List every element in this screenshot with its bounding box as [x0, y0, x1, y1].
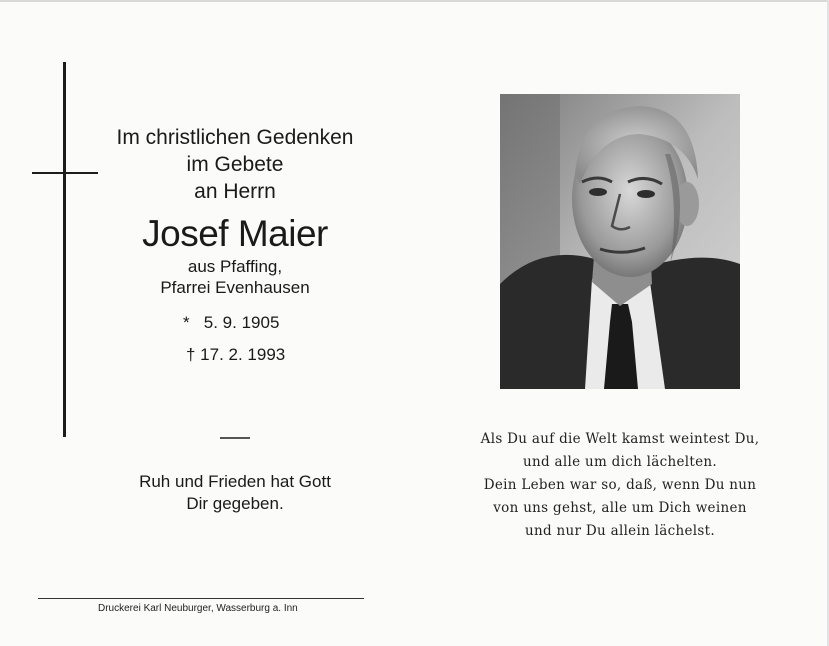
quote-line-2: Dir gegeben.: [186, 494, 284, 513]
poem-line-1: Als Du auf die Welt kamst weintest Du,: [480, 431, 760, 447]
deceased-name: Josef Maier: [142, 213, 328, 254]
printer-credit: Druckerei Karl Neuburger, Wasserburg a. Inn: [98, 603, 298, 614]
poem-line-5: und nur Du allein lächelst.: [525, 523, 715, 539]
separator-dash: [220, 437, 250, 439]
footer-rule: [38, 598, 364, 599]
death-date: † 17. 2. 1993: [186, 345, 286, 364]
poem-line-2: und alle um dich lächelten.: [522, 454, 717, 470]
intro-line-2: im Gebete: [186, 153, 284, 176]
scan-edge-top: [0, 0, 829, 2]
intro-line-1: Im christlichen Gedenken: [116, 126, 354, 149]
cross-horizontal-beam: [32, 172, 98, 174]
birth-date: * 5. 9. 1905: [183, 313, 280, 332]
quote-line-1: Ruh und Frieden hat Gott: [139, 472, 331, 491]
poem-line-3: Dein Leben war so, daß, wenn Du nun: [483, 477, 757, 493]
parish-line: Pfarrei Evenhausen: [160, 278, 310, 297]
intro-line-3: an Herrn: [194, 180, 276, 203]
portrait-photo: [500, 94, 740, 389]
origin-line: aus Pfaffing,: [187, 257, 283, 276]
portrait-image: [500, 94, 740, 389]
poem-line-4: von uns gehst, alle um Dich weinen: [493, 500, 747, 516]
cross-vertical-beam: [63, 62, 66, 437]
